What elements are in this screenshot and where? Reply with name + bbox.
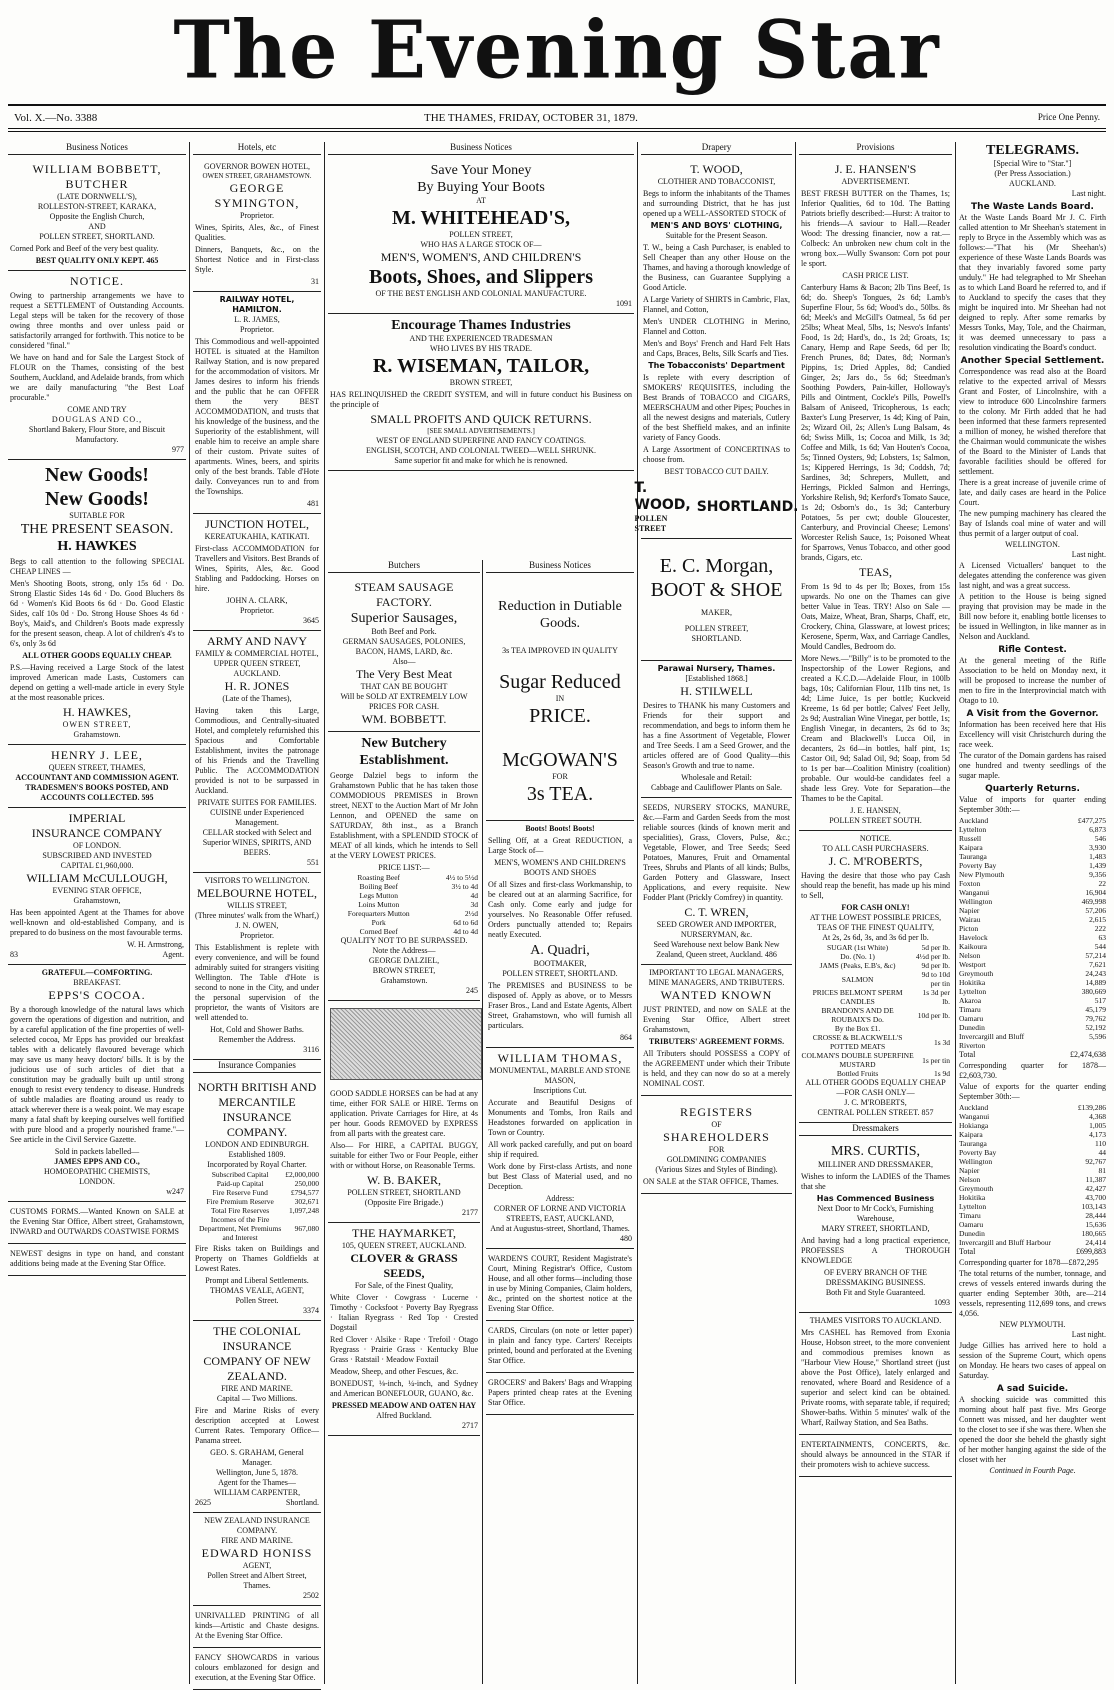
- symington-ad: GOVERNOR BOWEN HOTEL, OWEN STREET, GRAHAMSTOWN. GEORGE SYMINGTON, Proprietor. Wines, Spirits, Ales, &c., of Finest Qualities. Dinners, Banquets, &c., on the Shortest Notice and in First-class Style. 31: [193, 159, 321, 292]
- melbourne-hotel-ad: VISITORS TO WELLINGTON. MELBOURNE HOTEL, WILLIS STREET, (Three minutes' walk from the Wharf,) J. N. OWEN, Proprietor. This Establishment is replete with every convenience, and will be found admirably suited for strangers visiting Wellington. The Table d'Hote is second to none in the City, and under the personal supervision of the proprietor, the wants of Visitors are well attended to. Hot, Cold and Shower Baths. Remember the Address. 3116: [193, 873, 321, 1060]
- table-row: Napier 57,206: [959, 906, 1106, 915]
- table-row: Tauranga 110: [959, 1139, 1106, 1148]
- north-british-ad: NORTH BRITISH AND MERCANTILE INSURANCE COMPANY. LONDON AND EDINBURGH. Established 1809. Incorporated by Royal Charter. Subscribed Capital £2,000,000 Paid-up Capital 250,000 Fire Reserve Fund £794,577 Fire Premium Reserve 302,671 Total Fire Reserves 1,097,248 Incomes of the Fire Department, Net Premiums and Interest 967,080 Fire Risks taken on Buildings and Property on Thames Goldfields at Lowest Rates. Prompt and Liberal Settlements. THOMAS VEALE, AGENT, Pollen Street. 3374: [193, 1077, 321, 1321]
- table-row: Wairau 2,615: [959, 915, 1106, 924]
- column-2: [193, 142, 321, 1686]
- table-row: Lyttelton 6,873: [959, 825, 1106, 834]
- baker-horses-ad: GOOD SADDLE HORSES can be had at any time, either FOR SALE or HIRE. Terms on application. Private Carriages for Hire, at 4s per hour. Goods REMOVED by EXPRESS from all parts with the greatest care. Also— For HIRE, a CAPITAL BUGGY, suitable for either Two or Four People, either with or without Horse, on Reasonable Terms. W. B. BAKER, POLLEN STREET, SHORTLAND (Opposite Fire Brigade.) 2177: [328, 1001, 480, 1223]
- showcards-ad: FANCY SHOWCARDS in various colours emblazoned for design and execution, at the Evening Star Office.: [193, 1648, 321, 1690]
- section-header: Dressmakers: [799, 1123, 952, 1136]
- table-row: Auckland £139,286: [959, 1103, 1106, 1112]
- column-rule: [189, 142, 190, 1684]
- junction-hotel-ad: JUNCTION HOTEL, KEREATUKAHIA, KATIKATI. First-class ACCOMMODATION for Travellers and Visitors. Best Brands of Wines, Spirits, Ales, &c. Good Stabling and Paddocking. Horses on hire. JOHN A. CLARK, Proprietor. 3645: [193, 514, 321, 631]
- column-6-telegrams: TELEGRAMS. [Special Wire to "Star."] (Per Press Association.) AUCKLAND. Last night. The Waste Lands Board. At the Waste Lands Board Mr J. C. Firth called attention to Mr Sheehan's statement in reply to Bryce in the Assembly which was as follows:—"That his (Mr Sheehan's) experience of these Waste Lands Boards was that they invariably favored some party unduly." He had telegraphed to Mr Sheehan as to which Land Board he referred to, and if to Auckland to specify the cases that they might be inquired into. Mr Sheehan had not deigned to reply. After some remarks by Messrs Tonks, May, Tole, and the Chairman, it was deemed unnecessary to pass a resolution vindicating the Board's conduct. Another Special Settlement. Correspondence was read also at the Board relative to the expected arrival of Messrs Grant and Foster, of Lincolnshire, with a view to introduce 600 Lincolnshire farmers to the colony. Mr Firth added that he had been informed that these farmers represented a million of money, he wished therefore that the Chairman would communicate the wishes of the Board to the Minister of Lands that favorable facilities should be offered for settlement. There is a great increase of juvenile crime of late, and daily cases are heard in the Police Court. The new pumping machinery has cleared the Bay of Islands coal mine of water and will thus permit of a larger output of coal. WELLINGTON. Last night. A Licensed Victuallers' banquet to the delegates attending the conference was given last night, and was a great success. A petition to the House is being signed praying that provision may be made in the Bill now before it, enabling bottle licenses to be issued in Wellington, in like manner as in Nelson and Auckland. Rifle Contest. At the general meeting of the Rifle Association to be held on Monday next, it will be proposed to increase the number of men to fire in the Interprovincial match with Otago to 10. A Visit from the Governor. Information has been received here that His Excellency will visit Christchurch during the race week. The curator of the Domain gardens has raised one hundred and twenty seedlings of the sugar maple. Quarterly Returns. Value of imports for quarter ending September 30th:— Auckland £477,275 Lyttelton 6,873 Russell 546 Kaipara 3,930 Tauranga 1,483 Poverty Bay 1,439 New Plymouth 9,356 Foxton 22 Wanganui 16,904 Wellington 469,998 Napier 57,206 Wairau 2,615 Picton 222 Havelock 63 Kaikoura 544 Nelson 57,214 Westport 7,621 Greymouth 24,243 Hokitika 14,889 Lyttelton 380,669 Akaroa 517 Timaru 45,179 Oamaru 79,762 Dunedin 52,192 Invercargill and Bluff 5,596 Riverton Total £2,474,638 Corresponding quarter for 1878—£2,603,730. Value of exports for the quarter ending September 30th:— Auckland £139,286 Wanganui 4,368 Hokianga 1,005 Kaipara 4,173 Tauranga 110 Poverty Bay 44 Wellington 92,767 Napier 81 Nelson 11,387 Greymouth 42,427 Hokitika 43,700 Lyttelton 103,143 Timaru 28,444 Oamaru 15,636 Dunedin 180,665 Invercargill and Bluff Harbour 24,414 Total £699,883 Corresponding quarter for 1878—£872,295 The total returns of the number, tonnage, and crews of vessels entered inwards during the quarter ending September 30th, are—214 vessels, representing 112,699 tons, and crews 4,056. NEW PLYMOUTH. Last night. Judge Gillies has arrived here to hold a session of the Supreme Court, which opens on Monday. He hears two cases of appeal on Saturday. A sad Suicide. A shocking suicide was committed this morning about half past five. Mrs George Connett was missed, and her daughter went to the closet to see if she was there. When she opened the door she beheld the ghastly sight of her mother hanging against the side of the closet with her Continued in Fourth Page.: [959, 143, 1106, 1475]
- thomas-mason-ad: WILLIAM THOMAS, MONUMENTAL, MARBLE AND STONE MASON, Inscriptions Cut. Accurate and Beautiful Designs of Monuments and Tombs, Iron Rails and Headstones forwarded on application in Town or Country. All work packed carefully, and put on board ship if required. Work done by First-class Artists, and none but Best Class of Material used, and no Deception. Address: CORNER OF LORNE AND VICTORIA STREETS, EAST, AUCKLAND, And at Augustus-street, Shortland, Thames. 480: [486, 1048, 634, 1249]
- table-row: Dunedin 52,192: [959, 1023, 1106, 1032]
- table-row: Greymouth 24,243: [959, 969, 1106, 978]
- table-row: Havelock 63: [959, 933, 1106, 942]
- table-row: Tauranga 1,483: [959, 852, 1106, 861]
- table-row: Boiling Beef 3½ to 4d: [359, 882, 478, 891]
- table-row: Nelson 57,214: [959, 951, 1106, 960]
- colonial-insurance-ad: THE COLONIAL INSURANCE COMPANY OF NEW ZEALAND. FIRE AND MARINE. Capital — Two Millions. Fire and Marine Risks of every description accepted at Lowest Current Rates. Temporary Office—Panama street. GEO. S. GRAHAM, General Manager. Wellington, June 5, 1878. Agent for the Thames— WILLIAM CARPENTER, 2625 Shortland.: [193, 1321, 321, 1513]
- table-row: Invercargill and Bluff 5,596: [959, 1032, 1106, 1041]
- wiseman-ad: Encourage Thames Industries AND THE EXPERIENCED TRADESMAN WHO LIVES BY HIS TRADE. R. WISEMAN, TAILOR, BROWN STREET, HAS RELINQUISHED the CREDIT SYSTEM, and will in future conduct his Business on the principle of SMALL PROFITS AND QUICK RETURNS. [SEE SMALL ADVERTISEMENTS.] WEST OF ENGLAND SUPERFINE AND FANCY COATINGS. ENGLISH, SCOTCH, AND COLONIAL TWEED—WELL SHRUNK. Same superior fit and make for which he is renowned.: [328, 314, 634, 471]
- bobbett-sausage-ad: STEAM SAUSAGE FACTORY. Superior Sausages, Both Beef and Pork. GERMAN SAUSAGES, POLONIES, BACON, HAMS, LARD, &c. Also— The Very Best Meat THAT CAN BE BOUGHT Will be SOLD AT EXTREMELY LOW PRICES FOR CASH. WM. BOBBETT.: [328, 577, 480, 732]
- table-row: Lyttelton 103,143: [959, 1202, 1106, 1211]
- mcroberts-price-table: [801, 943, 950, 1078]
- table-row: Westport 7,621: [959, 960, 1106, 969]
- table-row: Wanganui 16,904: [959, 888, 1106, 897]
- table-row: Picton 222: [959, 924, 1106, 933]
- dateline: [14, 112, 1100, 128]
- price: Price One Penny.: [1037, 112, 1100, 122]
- table-row: SALMON 9d to 10d per tin: [841, 970, 950, 988]
- table-row: Kaikoura 544: [959, 942, 1106, 951]
- column-3-top: [328, 142, 634, 562]
- horse-carriage-engraving: [330, 1008, 482, 1080]
- epps-cocoa-ad: GRATEFUL—COMFORTING. BREAKFAST. EPPS'S COCOA. By a thorough knowledge of the natural laws which govern the operations of digestion and nutrition, and by a careful application of the fine properties of well-selected cocoa, Mr Epps has provided our breakfast tables with a delicately flavoured beverage which may save us many heavy doctors' bills. It is by the judicious use of such articles of diet that a constitution may be gradually built up until strong enough to resist every tendency to disease. Hundreds of subtle maladies are floating around us ready to attack wherever there is a weak point. We may escape many a fatal shaft by keeping ourselves well fortified with pure blood and a properly nourished frame."—See article in the Civil Service Gazette. Sold in packets labelled— JAMES EPPS AND CO., HOMOEOPATHIC CHEMISTS, LONDON. w247: [8, 965, 186, 1202]
- table-row: Hokianga 1,005: [959, 1121, 1106, 1130]
- curtis-dressmaker-ad: MRS. CURTIS, MILLINER AND DRESSMAKER, Wishes to inform the LADIES of the Thames that she Has Commenced Business Next Door to Mr Cock's, Furnishing Warehouse, MARY STREET, SHORTLAND, And having had a long practical experience, PROFESSES A THOROUGH KNOWLEDGE OF EVERY BRANCH OF THE DRESSMAKING BUSINESS. Both Fit and Style Guaranteed. 1093: [799, 1140, 952, 1313]
- warden-forms-ad: WARDEN'S COURT, Resident Magistrate's Court, Mining Registrar's Office, Custom House, and all other forms—including those in use by Mining Companies, Claim holders, &c., printed on the shortest notice at the Evening Star Office.: [486, 1249, 634, 1321]
- table-row: Poverty Bay 1,439: [959, 861, 1106, 870]
- telegrams-title: TELEGRAMS.: [986, 143, 1079, 158]
- hansen-ad: J. E. HANSEN'S ADVERTISEMENT. BEST FRESH BUTTER on the Thames, 1s; Inferior Qualities, 6d to 10d. The Batting Patriots briefly described:—Hurst: A traitor to his friends—A saviour to Hall.—Reader Wood: The dressing financier, now a rat.—Colbeck: An unbroken new chum colt in the wrong box.—Wully Swanson: Corn pot pour le sport. CASH PRICE LIST. Canterbury Hams & Bacon; 2lb Tins Beef, 1s 6d; do. Sheep's Tongues, 2s 6d; Lamb's Superfine Flour, 5s 6d; Wood's do., 50lbs. 8s 6d; Meek's and McGill's Oatmeal, 5s 6d per 25lbs; Wheat Meal, 5lbs, 1s; Nesvo's Infants' Food, 1s 2d; Hard's, do., 1s 2d; Groats, 1s; Canary, Hemp and Rape Seeds, 6d per lb; French Prunes, 8d; Dates, 8d; Norman's Pippins, 1s; Dried Apples, 8d; Candied Ginger, 2s; Jars do., 5s 6d; Steedman's Soothing Powders, Pain-killer, Holloway's Pills and Ointment, Cockle's Pills, Powell's Balsam of Aniseed, Tricopherous, 1s each; Baxter's Lung Preserver, 1s 4d; King of Pain, 2s; Wizard Oil, 2s; Allen's Lung Balsam, 4s 6d; Swiss Milk, 1s; Cocoa and Milk, 1s 3d; Coffee and Milk, 1s 6d; Van Houten's Cocoa, 5s; Tinned Oysters, 9d; Lobsters, 1s; Salmon, 1s; Kippered Herrings, 1s 3d; Coddsh, 7d; Sardines, 3d; Schrepers, Mullett, and Herrings, Pickled Salmon and Herrings, Yorkshire Relish, 9d; Kerford's Tomato Sauce, 1s 2d; Osborn's do., 1s 3d; Canterbury Potatoes, 5s per cwt; double Gloucester, Canterbury, and Provincial Cheese; Lemons' Worcester Relish Sauce, 1s; Poisoned Wheat for Sparrows, Venus Tobacco, and other good brands, Cigars, etc. TEAS, From 1s 9d to 4s per lb; Boxes, from 15s upwards. No one on the Thames can give better Value in Teas. TRY! Also on Sale —Oats, Maize, Wheat, Bran, Sharps, Chaff, etc, Crockery, China, Glassware, at lowest prices; Kerosene, Sperm, Wax, and Carriage Candles, Mould Candles, Bedroom do. More News.—"Billy" is to be promoted to the Inspectorship of the Lower Regions, and created a K.C.D.—Adelaide Flour, in 100lb bags, 10s; Californian Flour, 11lb tins net, 1s 4d; Lime Juice, 1s per bottle; Kuckveid Kreeme, 1s 6d per bottle; Calves' Feet Jelly, 2s 9d; Australian Wine Vinegar, per bottle, 1s; English Vinegar, in decanters, 2s 6d to 3s; Cream and Blackwell's Lucca Oil, in decanters, 2s 6d—in bottles, half pint, 1s; Castor Oil, 9d; Salad Oil, 9d; Soap, from 5d to 1s per bar—Coalition Ministry (coalition) probable. Our would-be candidates feel a shade less Grey. Vote for Separation—the Thames to be the Capital. J. E. HANSEN, POLLEN STREET SOUTH.: [799, 159, 952, 831]
- table-row: Fire Reserve Fund £794,577: [212, 1188, 319, 1197]
- section-header: Business Notices: [8, 142, 186, 155]
- dalziel-butchery-ad: New Butchery Establishment. George Dalziel begs to inform the Grahamstown Public that he has taken those COMMODIOUS PREMISES in Brown street, NEXT to the Auction Mart of Mr John Lennon, and OPENED the same on SATURDAY, 8th inst., as a Branch Establishment, with a SPLENDID STOCK of MEAT of all kinds, which he intends to Sell at the VERY LOWEST PRICES. PRICE LIST:— Roasting Beef 4½ to 5½d Boiling Beef 3½ to 4d Legs Mutton 4d Loins Mutton 3d Forequarters Mutton 2½d Pork 6d to 6d Corned Beef 4d to 4d QUALITY NOT TO BE SURPASSED. Note the Address— GEORGE DALZIEL, BROWN STREET, Grahamstown. 245: [328, 732, 480, 1001]
- section-header: Butchers: [328, 560, 480, 573]
- table-row: Bottled Fruits 1s 9d: [836, 1069, 950, 1078]
- column-rule: [482, 560, 483, 1684]
- table-row: Kaipara 4,173: [959, 1130, 1106, 1139]
- table-row: Subscribed Capital £2,000,000: [211, 1170, 319, 1179]
- table-row: Wellington 92,767: [959, 1157, 1106, 1166]
- section-header: Hotels, etc: [193, 142, 321, 155]
- table-row: Fire Premium Reserve 302,671: [206, 1197, 319, 1206]
- place-date: THE THAMES, FRIDAY, OCTOBER 31, 1879.: [424, 112, 638, 124]
- dateline-rule-2: [8, 131, 1106, 132]
- table-row: CROSSE & BLACKWELL'S POTTED MEATS 1s 3d: [812, 1033, 950, 1051]
- table-row: Incomes of the Fire Department, Net Premiums and Interest 967,080: [198, 1215, 319, 1242]
- table-row: Oamaru 15,636: [959, 1220, 1106, 1229]
- table-row: PRICES BELMONT SPERM CANDLES 1s 3d per lb.: [812, 988, 950, 1006]
- table-row: Greymouth 42,427: [959, 1184, 1106, 1193]
- section-header: Business Notices: [486, 560, 634, 573]
- masthead: [0, 0, 1114, 100]
- table-row: Total Fire Reserves 1,097,248: [211, 1206, 319, 1215]
- table-row: Wellington 469,998: [959, 897, 1106, 906]
- volume-number: Vol. X.—No. 3388: [14, 112, 98, 124]
- registers-ad: REGISTERS OF SHAREHOLDERS FOR GOLDMINING COMPANIES (Various Sizes and Styles of Binding). ON SALE at the STAR OFFICE, Thames.: [641, 1096, 792, 1194]
- wood-clothier-ad: T. WOOD, CLOTHIER AND TOBACCONIST, Begs to inform the inhabitants of the Thames and surrounding District, that he has just opened up a WELL-ASSORTED STOCK of MEN'S AND BOYS' CLOTHING, Suitable for the Present Season. T. W., being a Cash Purchaser, is enabled to Sell Cheaper than any other House on the Thames, and having a thorough knowledge of the Business, can Guarantee Supplying a Good Article. A Large Variety of SHIRTS in Cambric, Flax, Flannel, and Cotton, Men's UNDER CLOTHING in Merino, Flannel and Cotton. Men's and Boys' French and Hard Felt Hats and Caps, Braces, Belts, Silk Scarfs and Ties. The Tobacconists' Department Is replete with every description of SMOKERS' REQUISITES, including the Best Brands of TOBACCO and CIGARS, MEERSCHAUM and other Pipes; Pouches in all the newest designs and materials, Cutlery of the best Sheffield makes, and an infinite variety of Fancy Goods. A Large Assortment of CONCERTINAS to choose from. BEST TOBACCO CUT DAILY. T. WOOD, POLLEN STREET SHORTLAND.: [641, 159, 792, 539]
- section-header: Business Notices: [328, 142, 634, 155]
- column-rule: [795, 142, 796, 1684]
- table-row: JAMS (Peaks, E.B's, &c) 9d per lb.: [819, 961, 950, 970]
- haymarket-ad: THE HAYMARKET, 105, QUEEN STREET, AUCKLAND. CLOVER & GRASS SEEDS, For Sale, of the Finest Quality, White Clover · Cowgrass · Lucerne · Timothy · Cocksfoot · Poverty Bay Ryegrass · Italian Ryegrass · Red Top · Crested Dogstail Red Clover · Alsike · Rape · Trefoil · Otago Ryegrass · Prairie Grass · Kentucky Blue Grass · Ratstail · Meadow Foxtail Meadow, Sheep, and other Fescues, &c. BONEDUST, ⅛-inch, ¼-inch, and Sydney and American BONEFLOUR, GUANO, &c. PRESSED MEADOW AND OATEN HAY Alfred Buckland. 2717: [328, 1223, 480, 1436]
- entertainments-ad: ENTERTAINMENTS, CONCERTS, &c. should always be announced in the STAR if their promoters wish to achieve success.: [799, 1435, 952, 1477]
- parawai-nursery-ad: Parawai Nursery, Thames. [Established 1868.] H. STILWELL Desires to THANK his many Customers and Friends for their support and recommendation, and begs to inform them he has a fine Assortment of Vegetable, Flower and Tree Seeds. I am a Seed Grower, and the articles offered are of Good Quality—this Season's Growth and true to name. Wholesale and Retail: Cabbage and Cauliflower Plants on Sale.: [641, 661, 792, 798]
- table-row: Do. (No. 1) 4½d per lb.: [840, 952, 950, 961]
- table-row: Forequarters Mutton 2½d: [347, 909, 478, 918]
- column-rule: [637, 142, 638, 1684]
- dateline-rule-1: [8, 128, 1106, 129]
- table-row: Hokitika 43,700: [959, 1193, 1106, 1202]
- table-row: Akaroa 517: [959, 996, 1106, 1005]
- army-navy-hotel-ad: ARMY AND NAVY FAMILY & COMMERCIAL HOTEL, UPPER QUEEN STREET, AUCKLAND. H. R. JONES (Late of the Thames), Having taken this Large, Commodious, and Centrally-situated Hotel, and completely refurnished this Spacious and Comfortable Establishment, invites the patronage of his Friends and the Travelling Public. The ACCOMMODATION provided is not to be surpassed in Auckland. PRIVATE SUITES FOR FAMILIES. CUISINE under Experienced Management. CELLAR stocked with Select and Superior WINES, SPIRITS, AND BEERS. 551: [193, 631, 321, 873]
- whitehead-ad: Save Your Money By Buying Your Boots AT M. WHITEHEAD'S, POLLEN STREET, WHO HAS A LARGE STOCK OF— MEN'S, WOMEN'S, AND CHILDREN'S Boots, Shoes, and Slippers OF THE BEST ENGLISH AND COLONIAL MANUFACTURE. 1091: [328, 159, 634, 314]
- north-british-table: [195, 1170, 319, 1242]
- masthead-rule: [8, 104, 1106, 106]
- table-row: Foxton 22: [959, 879, 1106, 888]
- section-header: Insurance Companies: [193, 1060, 321, 1073]
- mcroberts-ad: NOTICE. TO ALL CASH PURCHASERS. J. C. M'ROBERTS, Having the desire that those who pay Cash should reap the benefit, has made up his mind to Sell, FOR CASH ONLY! AT THE LOWEST POSSIBLE PRICES, TEAS OF THE FINEST QUALITY, At 2s, 2s 6d, 3s, and 3s 6d per lb. SUGAR (1st White) 5d per lb. Do. (No. 1) 4½d per lb. JAMS (Peaks, E.B's, &c) 9d per lb. SALMON 9d to 10d per tin PRICES BELMONT SPERM CANDLES 1s 3d per lb. BRANDON'S AND DE ROUBAIX'S Do. 10d per lb. By the Box £1. CROSSE & BLACKWELL'S POTTED MEATS 1s 3d COLMAN'S DOUBLE SUPERFINE MUSTARD 1s per tin Bottled Fruits 1s 9d ALL OTHER GOODS EQUALLY CHEAP —FOR CASH ONLY— J. C. M'ROBERTS, CENTRAL POLLEN STREET. 857: [799, 831, 952, 1123]
- table-row: COLMAN'S DOUBLE SUPERFINE MUSTARD 1s per tin: [801, 1051, 950, 1069]
- wren-seeds-ad: SEEDS, NURSERY STOCKS, MANURE, &c.—Farm and Garden Seeds from the most reliable sources (kinds of known merit and specialities), Grass, Clovers, Pulse, &c.; Vegetable, Flower, and Tree Seeds; Seed Potatoes, Manures, Fruit and Ornamental Trees, Shrubs and Plants of all kinds; Bulbs, Garden Pottery and Glassware, Insect Applications, and every requisite. New Fodder Plant (Prickly Comfrey) in quantity. C. T. WREN, SEED GROWER AND IMPORTER, NURSERYMAN, &c. Seed Warehouse next below Bank New Zealand, Queen street, Auckland. 486: [641, 798, 792, 965]
- newest-designs-ad: NEWEST designs in type on hand, and constant additions being made at the Evening Star Office.: [8, 1244, 186, 1276]
- table-row: Invercargill and Bluff Harbour 24,414: [959, 1238, 1106, 1247]
- table-row: Riverton: [959, 1041, 986, 1050]
- lee-ad: HENRY J. LEE, QUEEN STREET, THAMES, ACCOUNTANT AND COMMISSION AGENT. TRADESMEN'S BOOKS POSTED, AND ACCOUNTS COLLECTED. 595: [8, 745, 186, 808]
- table-row: Hokitika 14,889: [959, 978, 1106, 987]
- price-list-table: [330, 873, 478, 936]
- cards-ad: CARDS, Circulars (on note or letter paper) in plain and fancy type. Carters' Receipts printed, bound and perforated at the Evening Star Office.: [486, 1321, 634, 1373]
- imports-table: [959, 816, 1106, 1050]
- imperial-insurance-ad: IMPERIAL INSURANCE COMPANY OF LONDON. SUBSCRIBED AND INVESTED CAPITAL £1,960,000. WILLIAM McCULLOUGH, EVENING STAR OFFICE, Grahamstown, Has been appointed Agent at the Thames for above well-known and old-established Company, and is prepared to do business on the most favourable terms. W. H. Armstrong, 83 Agent.: [8, 808, 186, 965]
- table-row: New Plymouth 9,356: [959, 870, 1106, 879]
- table-row: Russell 546: [959, 834, 1106, 843]
- table-row: Napier 81: [959, 1166, 1106, 1175]
- table-row: Timaru 45,179: [959, 1005, 1106, 1014]
- tributers-ad: IMPORTANT TO LEGAL MANAGERS, MINE MANAGERS, AND TRIBUTERS. WANTED KNOWN JUST PRINTED, and now on SALE at the Evening Star Office, Albert street Grahamstown, TRIBUTERS' AGREEMENT FORMS. All Tributers should POSSESS a COPY of the AGREEMENT under which their Tribute is held, and they can now do so at a merely NOMINAL COST.: [641, 965, 792, 1096]
- table-row: Kaipara 3,930: [959, 843, 1106, 852]
- column-5: [799, 142, 952, 1686]
- table-row: Oamaru 79,762: [959, 1014, 1106, 1023]
- nz-insurance-ad: NEW ZEALAND INSURANCE COMPANY. FIRE AND MARINE. EDWARD HONISS AGENT, Pollen Street and Albert Street, Thames. 2502: [193, 1513, 321, 1606]
- table-row: Poverty Bay 44: [959, 1148, 1106, 1157]
- customs-forms-ad: CUSTOMS FORMS.—Wanted Known on SALE at the Evening Star Office, Albert street, Grahamstown, INWARD and OUTWARDS COASTWISE FORMS: [8, 1202, 186, 1244]
- morgan-boot-ad: E. C. Morgan, BOOT & SHOE MAKER, POLLEN STREET, SHORTLAND.: [641, 539, 792, 661]
- cashel-ad: THAMES VISITORS TO AUCKLAND. Mrs CASHEL has Removed from Exonia House, Hobson street, to the more convenient and commodious premises known as "Harbour View House," Shortland street (just above the Post Office), lately enlarged and renovated, where Board and Residence of a superior and select kind can be obtained. Private rooms, with separate table, if required; Shower-baths. Within 5 minutes' walk of the Wharf, Railway Station, and Sea Baths.: [799, 1313, 952, 1435]
- section-header: Drapery: [641, 142, 792, 155]
- table-row: SUGAR (1st White) 5d per lb.: [827, 943, 950, 952]
- column-4: [634, 142, 799, 1686]
- column-3a: [328, 560, 480, 1686]
- printing-ad: UNRIVALLED PRINTING of all kinds—Artistic and Chaste designs. At the Evening Star Office.: [193, 1606, 321, 1648]
- column-rule: [955, 142, 956, 1684]
- railway-hotel-ad: RAILWAY HOTEL, HAMILTON. L. R. JAMES, Proprietor. This Commodious and well-appointed HOTEL is situated at the Hamilton Railway Station, and is now prepared for the accommodation of visitors. Mr James desires to inform his friends and the public that he can OFFER them the very BEST ACCOMMODATION, and trusts that his knowledge of the business, and the Superiority of the establishment, will enable him to receive an ample share of their custom. Private suites of apartments. Wines, beers, and spirits only of the best brands. Table d'Hote daily. Conveyances run to and from the Townships. 481: [193, 292, 321, 514]
- section-header: Provisions: [799, 142, 952, 155]
- column-rule: [324, 142, 325, 1684]
- table-row: Wanganui 4,368: [959, 1112, 1106, 1121]
- notice-ad: NOTICE. Owing to partnership arrangements we have to request a SETTLEMENT of Outstanding Accounts. Legal steps will be taken for the recovery of those owing three months and over unless paid or satisfactorily arranged for forthwith. This notice to be considered "final." We have on hand and for Sale the Largest Stock of FLOUR on the Thames, consisting of the best Southern, Auckland, and Adelaide brands, from which we are daily manufacturing "the Best Loaf procurable." COME AND TRY DOUGLAS AND CO., Shortland Bakery, Flour Store, and Biscuit Manufactory. 977: [8, 271, 186, 460]
- table-row: Nelson 11,387: [959, 1175, 1106, 1184]
- table-row: Paid-up Capital 250,000: [216, 1179, 319, 1188]
- table-row: Dunedin 180,665: [959, 1229, 1106, 1238]
- table-row: By the Box £1.: [834, 1024, 881, 1033]
- exports-table: [959, 1103, 1106, 1247]
- quadri-boots-ad: Boots! Boots! Boots! Selling Off, at a Great REDUCTION, a Large Stock of— MEN'S, WOMEN'S AND CHILDREN'S BOOTS AND SHOES Of all Sizes and first-class Workmanship, to be cleared out at an alarming Sacrifice, for Cash only. Come early and judge for yourselves. No Reasonable Offer refused. Orders punctually attended to; Repairs neatly Executed. A. Quadri, BOOTMAKER, POLLEN STREET, SHORTLAND. The PREMISES and BUSINESS to be disposed of. Apply as above, or to Messrs Fraser Bros., Land and Estate Agents, Albert Street, Grahamstown, who will furnish all particulars. 864: [486, 821, 634, 1048]
- table-row: BRANDON'S AND DE ROUBAIX'S Do. 10d per lb.: [821, 1006, 950, 1024]
- mcgowan-tea-ad: Reduction in Dutiable Goods. 3s TEA IMPROVED IN QUALITY Sugar Reduced IN PRICE. McGOWAN'S FOR 3s TEA.: [486, 577, 634, 821]
- table-row: Auckland £477,275: [959, 816, 1106, 825]
- table-row: Roasting Beef 4½ to 5½d: [357, 873, 478, 882]
- hawkes-ad: New Goods! New Goods! SUITABLE FOR THE PRESENT SEASON. H. HAWKES Begs to call attention to the following SPECIAL CHEAP LINES — Men's Shooting Boots, strong, only 15s 6d · Do. Strong Elastic Sides 14s 6d · Do. Good Bluchers 8s 6d · Women's Kid Boots 6s 6d · Do. Good Elastic Sides, calf 10s 0d · Do. Strong House Shoes 4s 6d · Boy's, Maid's, and Children's Boots made expressly for the present season, cheap. A lot of children's 4's to 6's, only 3s 6d ALL OTHER GOODS EQUALLY CHEAP. P.S.—Having received a Large Stock of the latest improved American made Lasts, Customers can depend on getting a well-made article in every Style at the most reasonable prices. H. HAWKES, OWEN STREET, Grahamstown.: [8, 460, 186, 745]
- grocers-bags-ad: GROCERS' and Bakers' Bags and Wrapping Papers printed cheap rates at the Evening Star Office.: [486, 1373, 634, 1415]
- table-row: Legs Mutton 4d: [359, 891, 478, 900]
- table-row: Corned Beef 4d to 4d: [359, 927, 478, 936]
- column-3b: [486, 560, 634, 1686]
- table-row: Lyttelton 380,669: [959, 987, 1106, 996]
- table-row: Timaru 28,444: [959, 1211, 1106, 1220]
- table-row: Pork 6d to 6d: [371, 918, 478, 927]
- column-1: [8, 142, 186, 1686]
- newspaper-title: The Evening Star: [173, 2, 941, 97]
- table-row: Loins Mutton 3d: [358, 900, 478, 909]
- bobbett-ad: WILLIAM BOBBETT, BUTCHER (LATE DORNWELL'S), ROLLESTON-STREET, KARAKA, Opposite the English Church, AND POLLEN STREET, SHORTLAND. Corned Pork and Beef of the very best quality. BEST QUALITY ONLY KEPT. 465: [8, 159, 186, 271]
